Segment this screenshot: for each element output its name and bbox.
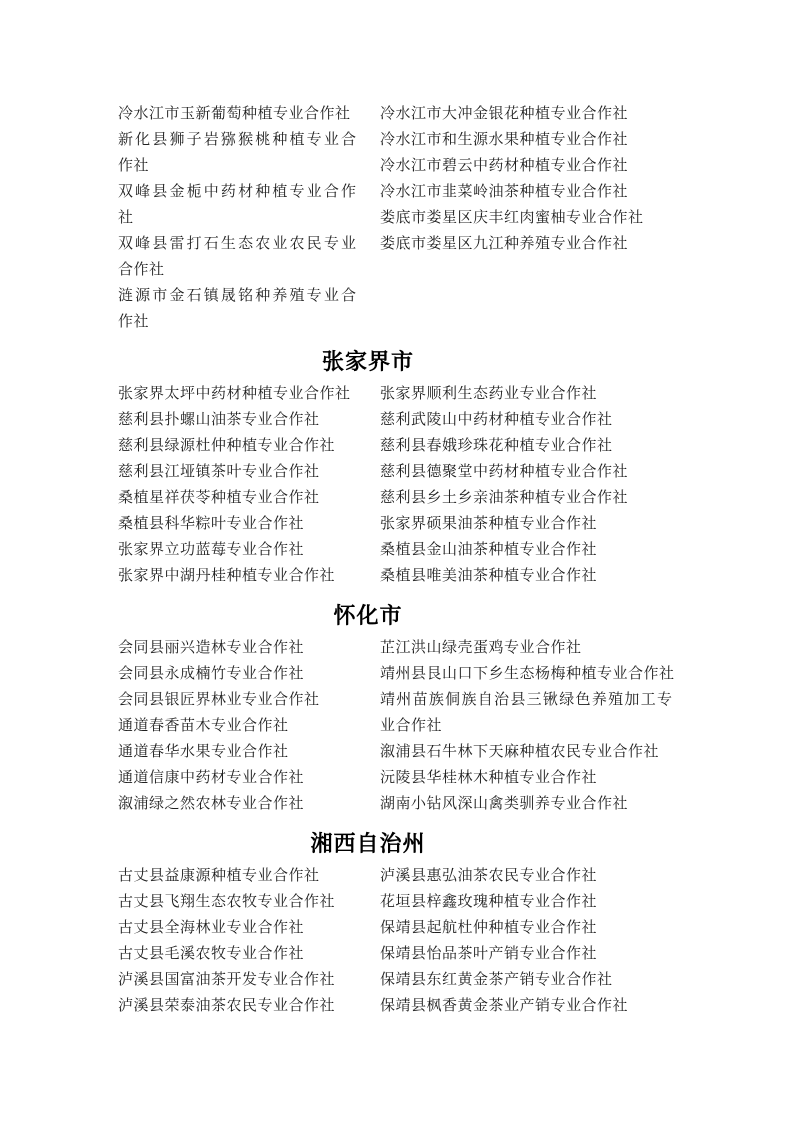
cooperative-name-line: 张家界顺利生态药业专业合作社	[380, 386, 598, 402]
cooperative-name-line: 保靖县起航杜仲种植专业合作社	[380, 920, 598, 936]
cooperative-name-line: 合作社	[118, 262, 165, 278]
cooperative-name-line: 娄底市娄星区九江种养殖专业合作社	[380, 236, 629, 252]
cooperative-name-line: 靖州苗族侗族自治县三锹绿色养殖加工专	[380, 692, 672, 708]
cooperative-name-line: 冷水江市大冲金银花种植专业合作社	[380, 106, 629, 122]
cooperative-name-line: 张家界硕果油茶种植专业合作社	[380, 516, 598, 532]
cooperative-name-line: 会同县永成楠竹专业合作社	[118, 666, 305, 682]
cooperative-name-line: 沅陵县华桂林木种植专业合作社	[380, 770, 598, 786]
cooperative-name-line: 泸溪县惠弘油茶农民专业合作社	[380, 868, 598, 884]
section-heading: 怀化市	[333, 603, 403, 628]
section-heading: 湘西自治州	[310, 831, 426, 856]
cooperative-name-line: 作社	[118, 314, 150, 330]
cooperative-name-line: 慈利县绿源杜仲种植专业合作社	[118, 438, 336, 454]
cooperative-name-line: 溆浦县石牛林下天麻种植农民专业合作社	[380, 744, 660, 760]
cooperative-name-line: 新化县狮子岩猕猴桃种植专业合	[118, 132, 356, 148]
left-column	[118, 101, 356, 335]
cooperative-name-line: 泸溪县国富油茶开发专业合作社	[118, 972, 336, 988]
cooperative-name-line: 双峰县金栀中药材种植专业合作	[118, 184, 356, 200]
cooperative-name-line: 保靖县怡品茶叶产销专业合作社	[380, 946, 598, 962]
right-column	[380, 635, 692, 817]
cooperative-name-line: 张家界立功蓝莓专业合作社	[118, 542, 305, 558]
right-column	[380, 863, 692, 1019]
cooperative-name-line: 古丈县毛溪农牧专业合作社	[118, 946, 305, 962]
cooperative-name-line: 冷水江市韭菜岭油茶种植专业合作社	[380, 184, 629, 200]
right-column	[380, 381, 692, 589]
cooperative-name-line: 桑植县唯美油茶种植专业合作社	[380, 568, 598, 584]
section-columns	[118, 101, 718, 335]
cooperative-name-line: 冷水江市和生源水果种植专业合作社	[380, 132, 629, 148]
document-content	[118, 101, 718, 1019]
left-column	[118, 863, 356, 1019]
cooperative-name-line: 慈利县春娥珍珠花种植专业合作社	[380, 438, 613, 454]
cooperative-name-line: 冷水江市碧云中药材种植专业合作社	[380, 158, 629, 174]
cooperative-name-line: 通道信康中药材专业合作社	[118, 770, 305, 786]
cooperative-name-line: 慈利县江垭镇茶叶专业合作社	[118, 464, 320, 480]
cooperative-name-line: 溆浦绿之然农林专业合作社	[118, 796, 305, 812]
cooperative-name-line: 桑植县科华粽叶专业合作社	[118, 516, 305, 532]
cooperative-name-line: 会同县银匠界林业专业合作社	[118, 692, 320, 708]
cooperative-name-line: 娄底市娄星区庆丰红肉蜜柚专业合作社	[380, 210, 644, 226]
cooperative-name-line: 双峰县雷打石生态农业农民专业	[118, 236, 356, 252]
cooperative-name-line: 涟源市金石镇晟铭种养殖专业合	[118, 288, 356, 304]
left-column	[118, 381, 356, 589]
cooperative-name-line: 花垣县梓鑫玫瑰种植专业合作社	[380, 894, 598, 910]
cooperative-name-line: 张家界中湖丹桂种植专业合作社	[118, 568, 336, 584]
cooperative-name-line: 作社	[118, 158, 150, 174]
cooperative-name-line: 社	[118, 210, 134, 226]
cooperative-name-line: 会同县丽兴造林专业合作社	[118, 640, 305, 656]
cooperative-name-line: 通道春香苗木专业合作社	[118, 718, 289, 734]
cooperative-name-line: 保靖县枫香黄金茶业产销专业合作社	[380, 998, 629, 1014]
cooperative-name-line: 古丈县飞翔生态农牧专业合作社	[118, 894, 336, 910]
cooperative-name-line: 慈利县德聚堂中药材种植专业合作社	[380, 464, 629, 480]
cooperative-name-line: 古丈县益康源种植专业合作社	[118, 868, 320, 884]
section-heading: 张家界市	[321, 349, 414, 374]
cooperative-name-line: 慈利县扑螺山油茶专业合作社	[118, 412, 320, 428]
cooperative-name-line: 桑植星祥茯苓种植专业合作社	[118, 490, 320, 506]
cooperative-name-line: 保靖县东红黄金茶产销专业合作社	[380, 972, 613, 988]
cooperative-name-line: 冷水江市玉新葡萄种植专业合作社	[118, 106, 351, 122]
cooperative-name-line: 通道春华水果专业合作社	[118, 744, 289, 760]
cooperative-name-line: 业合作社	[380, 718, 443, 734]
left-column	[118, 635, 356, 817]
cooperative-name-line: 慈利县乡土乡亲油茶种植专业合作社	[380, 490, 629, 506]
section-columns	[118, 863, 718, 1019]
cooperative-name-line: 泸溪县荣泰油茶农民专业合作社	[118, 998, 336, 1014]
cooperative-name-line: 芷江洪山绿壳蛋鸡专业合作社	[380, 640, 582, 656]
cooperative-name-line: 古丈县全海林业专业合作社	[118, 920, 305, 936]
cooperative-name-line: 湖南小钻风深山禽类驯养专业合作社	[380, 796, 629, 812]
right-column	[380, 101, 692, 257]
cooperative-name-line: 慈利武陵山中药材种植专业合作社	[380, 412, 613, 428]
cooperative-name-line: 张家界太坪中药材种植专业合作社	[118, 386, 351, 402]
cooperative-name-line: 桑植县金山油茶种植专业合作社	[380, 542, 598, 558]
cooperative-name-line: 靖州县艮山口下乡生态杨梅种植专业合作社	[380, 666, 675, 682]
section-columns	[118, 381, 718, 589]
section-columns	[118, 635, 718, 817]
